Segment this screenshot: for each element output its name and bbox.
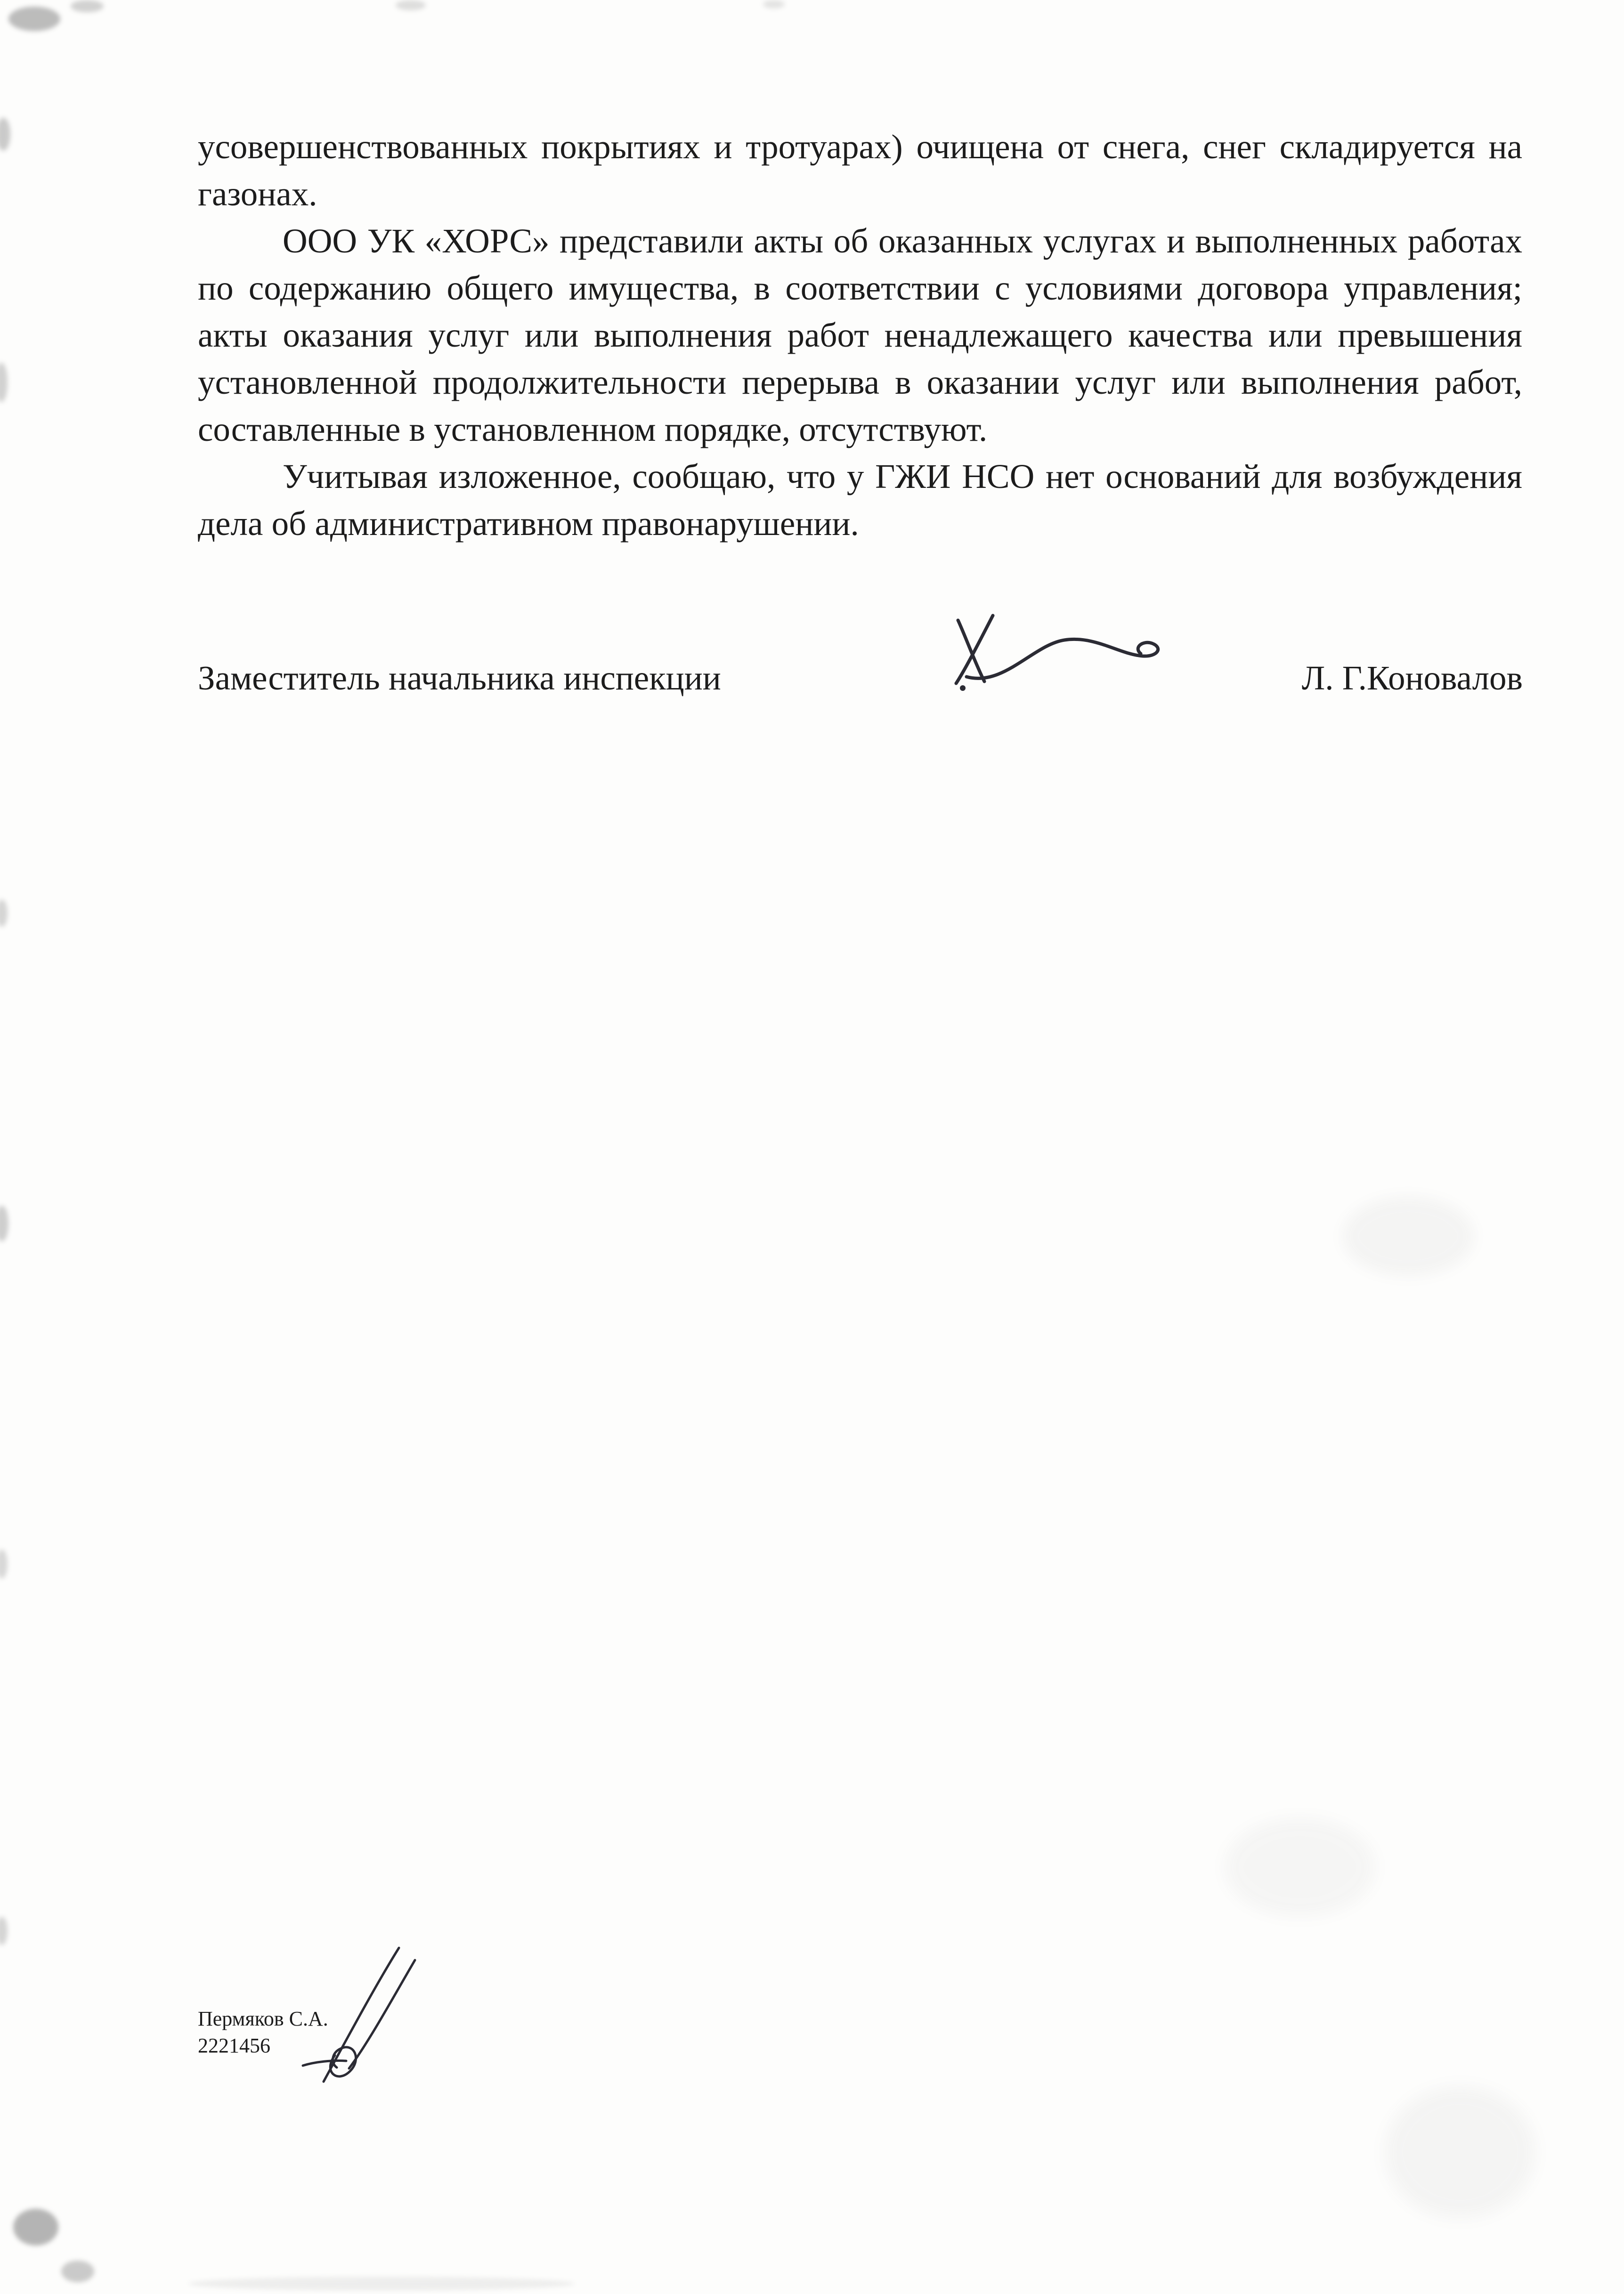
scan-artifact <box>0 1206 8 1241</box>
scan-artifact <box>8 7 60 31</box>
scan-artifact <box>0 118 10 151</box>
signatory-title: Заместитель начальника инспекции <box>198 659 721 697</box>
scan-artifact <box>396 0 426 10</box>
scan-artifact <box>61 2261 94 2282</box>
scan-artifact <box>1342 1196 1474 1276</box>
scan-artifact <box>71 0 104 12</box>
scan-artifact <box>0 1917 8 1945</box>
scan-artifact <box>188 2277 575 2291</box>
scan-artifact <box>0 900 8 927</box>
paragraph-acts: ООО УК «ХОРС» представили акты об оказанных услугах и выполненных работах по содержанию общего имущества, в соответствии с условиями договора управления; акты оказания услуг или выполнения работ ненадлежащего качества или превышения установленной продолжительности перерыва в оказании услуг или выполнения работ, составленные в установленном порядке, отсутствуют. <box>198 222 1522 448</box>
letter-body <box>198 123 1522 547</box>
executor-initials-mark <box>276 1940 436 2096</box>
paragraph-conclusion: Учитывая изложенное, сообщаю, что у ГЖИ НСО нет оснований для возбуждения дела об административном правонарушении. <box>198 457 1522 543</box>
scan-artifact <box>1225 1818 1375 1917</box>
executor-name: Пермяков С.А. <box>198 2007 328 2030</box>
scan-artifact <box>1385 2086 1535 2218</box>
paragraph-snow-continuation: усовершенствованных покрытиях и тротуарах) очищена от снега, снег складируется на газонах. <box>198 128 1522 213</box>
executor-phone: 2221456 <box>198 2034 270 2057</box>
scan-artifact <box>763 0 785 8</box>
signature-mark <box>937 610 1187 699</box>
scan-artifact <box>13 2209 58 2245</box>
scan-artifact <box>0 1549 8 1579</box>
scan-artifact <box>0 363 8 402</box>
signatory-name: Л. Г.Коновалов <box>1301 659 1523 697</box>
